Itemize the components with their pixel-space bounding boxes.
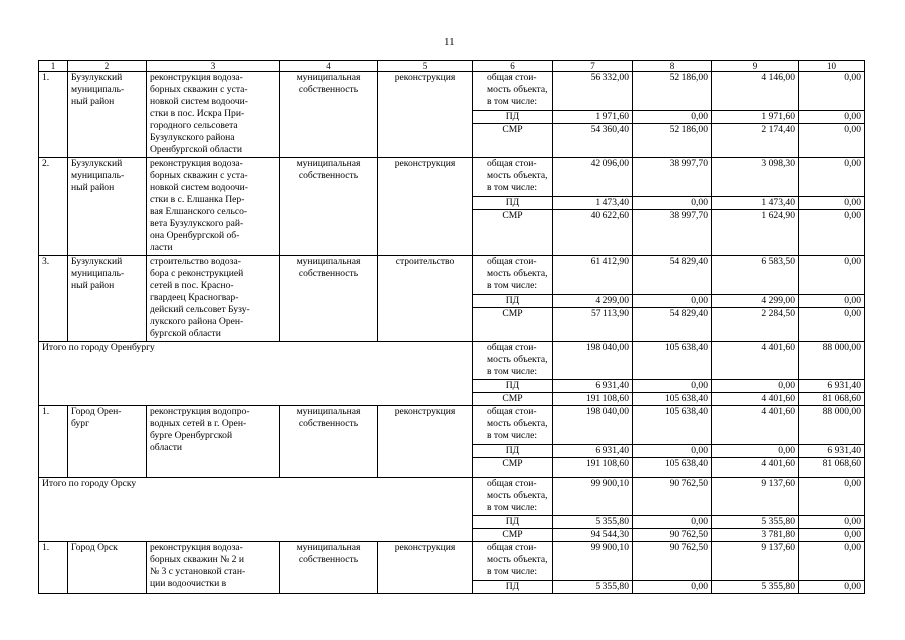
column-number: 10 [799, 61, 865, 72]
description-cell [147, 542, 280, 594]
total-label [473, 158, 553, 197]
project-row [39, 542, 865, 581]
value-cell: 81 068,60 [799, 393, 865, 406]
value-cell: 0,00 [799, 478, 865, 516]
value-cell: 1 624,90 [712, 210, 799, 256]
project-row [39, 256, 865, 295]
value-cell: 88 000,00 [799, 342, 865, 380]
value-cell: 61 412,90 [553, 256, 633, 295]
column-number: 6 [473, 61, 553, 72]
smr-label: СМР [473, 308, 553, 342]
ownership-cell [280, 72, 378, 158]
region-cell-line: бург [71, 418, 90, 429]
description-cell-line: гвардеец Красногвар- [150, 292, 239, 303]
value-cell: 54 829,40 [633, 308, 712, 342]
project-row [39, 158, 865, 197]
row-number: 1. [39, 72, 68, 158]
total-label-line: мость объекта, [487, 268, 548, 279]
value-cell: 9 137,60 [712, 478, 799, 516]
value-cell: 1 473,40 [712, 197, 799, 210]
region-cell [68, 256, 147, 342]
total-label-line: мость объекта, [487, 354, 548, 365]
pd-label: ПД [473, 295, 553, 308]
total-label [473, 342, 553, 380]
value-cell: 4 299,00 [712, 295, 799, 308]
region-cell-line: муниципаль- [71, 268, 125, 279]
ownership-cell-line: собственность [298, 84, 359, 95]
value-cell: 99 900,10 [553, 542, 633, 581]
description-cell-line: реконструкция водопро- [150, 406, 250, 417]
total-label [473, 406, 553, 445]
description-cell-line: области [150, 442, 183, 453]
value-cell: 0,00 [712, 445, 799, 458]
ownership-cell [280, 542, 378, 594]
description-cell-line: она Оренбургской об- [150, 230, 240, 241]
value-cell: 0,00 [799, 516, 865, 529]
column-number: 5 [378, 61, 473, 72]
description-cell-line: № 3 с установкой стан- [150, 566, 246, 577]
city-total-row [39, 342, 865, 380]
row-number: 1. [39, 406, 68, 478]
smr-label: СМР [473, 210, 553, 256]
project-row [39, 72, 865, 111]
pd-label: ПД [473, 380, 553, 393]
description-cell-line: новкой систем водоочи- [150, 182, 248, 193]
value-cell: 1 473,40 [553, 197, 633, 210]
value-cell: 0,00 [799, 542, 865, 581]
description-cell-line: реконструкция водоза- [150, 72, 243, 83]
total-label-line: мость объекта, [487, 490, 548, 501]
value-cell: 52 186,00 [633, 72, 712, 111]
region-cell-line: ный район [71, 280, 115, 291]
value-cell: 3 781,80 [712, 529, 799, 542]
value-cell: 90 762,50 [633, 478, 712, 516]
ownership-cell-line: муниципальная [296, 256, 361, 267]
ownership-cell-line: муниципальная [296, 406, 361, 417]
value-cell: 4 299,00 [553, 295, 633, 308]
smr-label: СМР [473, 458, 553, 478]
value-cell: 0,00 [799, 72, 865, 111]
value-cell: 40 622,60 [553, 210, 633, 256]
value-cell: 81 068,60 [799, 458, 865, 478]
page-number: 11 [444, 36, 455, 48]
description-cell-line: стки в с. Елшанка Пер- [150, 194, 245, 205]
value-cell: 5 355,80 [712, 516, 799, 529]
city-total-label: Итого по городу Орску [39, 478, 473, 542]
description-cell [147, 256, 280, 342]
value-cell: 38 997,70 [633, 210, 712, 256]
ownership-cell-line: муниципальная [296, 542, 361, 553]
ownership-cell-line: муниципальная [296, 158, 361, 169]
value-cell: 88 000,00 [799, 406, 865, 445]
value-cell: 1 971,60 [553, 111, 633, 124]
description-cell-line: вета Бузулукского рай- [150, 218, 244, 229]
value-cell: 105 638,40 [633, 342, 712, 380]
region-cell [68, 406, 147, 478]
value-cell: 4 401,60 [712, 393, 799, 406]
value-cell: 0,00 [799, 256, 865, 295]
total-label-line: в том числе: [487, 430, 538, 441]
region-cell-line: Город Орен- [71, 406, 122, 417]
smr-label: СМР [473, 529, 553, 542]
value-cell: 0,00 [633, 197, 712, 210]
region-cell-line: муниципаль- [71, 170, 125, 181]
total-label-line: мость объекта, [487, 84, 548, 95]
value-cell: 6 931,40 [553, 445, 633, 458]
pd-label: ПД [473, 445, 553, 458]
ownership-cell [280, 158, 378, 256]
region-cell-line: ный район [71, 182, 115, 193]
description-cell-line: борных скважин с уста- [150, 84, 248, 95]
total-label-line: мость объекта, [487, 170, 548, 181]
work-type-cell: реконструкция [378, 542, 473, 594]
description-cell-line: ции водоочистки в [150, 578, 227, 589]
value-cell: 90 762,50 [633, 542, 712, 581]
description-cell-line: реконструкция водоза- [150, 542, 243, 553]
description-cell-line: лукского района Орен- [150, 316, 244, 327]
total-label-line: в том числе: [487, 182, 538, 193]
total-label-line: общая стои- [487, 342, 537, 353]
value-cell: 57 113,90 [553, 308, 633, 342]
value-cell: 0,00 [799, 197, 865, 210]
value-cell: 191 108,60 [553, 393, 633, 406]
description-cell [147, 406, 280, 478]
value-cell: 0,00 [799, 529, 865, 542]
description-cell-line: борных скважин с уста- [150, 170, 248, 181]
value-cell: 0,00 [799, 308, 865, 342]
column-number: 8 [633, 61, 712, 72]
value-cell: 2 284,50 [712, 308, 799, 342]
column-number: 2 [68, 61, 147, 72]
value-cell: 4 401,60 [712, 342, 799, 380]
column-number: 4 [280, 61, 378, 72]
value-cell: 9 137,60 [712, 542, 799, 581]
total-label [473, 478, 553, 516]
total-label-line: в том числе: [487, 502, 538, 513]
description-cell-line: Бузулукского района [150, 132, 235, 143]
value-cell: 198 040,00 [553, 342, 633, 380]
total-label-line: в том числе: [487, 366, 538, 377]
column-number: 9 [712, 61, 799, 72]
region-cell-line: Бузулукский [71, 158, 123, 169]
work-type-cell: реконструкция [378, 406, 473, 478]
row-number: 1. [39, 542, 68, 594]
value-cell: 94 544,30 [553, 529, 633, 542]
description-cell-line: реконструкция водоза- [150, 158, 243, 169]
ownership-cell [280, 406, 378, 478]
description-cell-line: Оренбургской области [150, 144, 242, 155]
total-label-line: мость объекта, [487, 418, 548, 429]
value-cell: 5 355,80 [553, 516, 633, 529]
value-cell: 6 583,50 [712, 256, 799, 295]
pd-label: ПД [473, 581, 553, 594]
city-total-row [39, 478, 865, 516]
value-cell: 0,00 [799, 158, 865, 197]
value-cell: 6 931,40 [799, 445, 865, 458]
project-row [39, 406, 865, 445]
pd-label: ПД [473, 516, 553, 529]
total-label [473, 542, 553, 581]
value-cell: 191 108,60 [553, 458, 633, 478]
value-cell: 0,00 [712, 380, 799, 393]
region-cell-line: Бузулукский [71, 72, 123, 83]
description-cell-line: водных сетей в г. Орен- [150, 418, 247, 429]
column-number: 3 [147, 61, 280, 72]
total-label-line: общая стои- [487, 158, 537, 169]
ownership-cell-line: собственность [298, 268, 359, 279]
pd-label: ПД [473, 197, 553, 210]
value-cell: 0,00 [633, 445, 712, 458]
work-type-cell: реконструкция [378, 72, 473, 158]
work-type-cell: строительство [378, 256, 473, 342]
header-row [39, 61, 865, 72]
total-label-line: общая стои- [487, 478, 537, 489]
description-cell-line: новкой систем водоочи- [150, 96, 248, 107]
total-label-line: общая стои- [487, 542, 537, 553]
value-cell: 0,00 [633, 581, 712, 594]
region-cell-line: ный район [71, 96, 115, 107]
value-cell: 198 040,00 [553, 406, 633, 445]
value-cell: 54 360,40 [553, 124, 633, 158]
total-label-line: общая стои- [487, 72, 537, 83]
value-cell: 0,00 [799, 210, 865, 256]
value-cell: 54 829,40 [633, 256, 712, 295]
total-label [473, 72, 553, 111]
description-cell-line: городного сельсовета [150, 120, 238, 131]
description-cell-line: бурге Оренбургской [150, 430, 233, 441]
smr-label: СМР [473, 124, 553, 158]
smr-label: СМР [473, 393, 553, 406]
budget-table [38, 60, 865, 594]
ownership-cell-line: собственность [298, 418, 359, 429]
value-cell: 105 638,40 [633, 458, 712, 478]
region-cell-line: Бузулукский [71, 256, 123, 267]
value-cell: 99 900,10 [553, 478, 633, 516]
description-cell-line: вая Елшанского сельсо- [150, 206, 248, 217]
value-cell: 4 401,60 [712, 406, 799, 445]
value-cell: 0,00 [633, 380, 712, 393]
work-type-cell: реконструкция [378, 158, 473, 256]
city-total-label: Итого по городу Оренбургу [39, 342, 473, 406]
value-cell: 0,00 [799, 111, 865, 124]
value-cell: 4 401,60 [712, 458, 799, 478]
total-label-line: общая стои- [487, 406, 537, 417]
column-number: 1 [39, 61, 68, 72]
ownership-cell [280, 256, 378, 342]
region-cell [68, 72, 147, 158]
value-cell: 0,00 [633, 111, 712, 124]
region-cell-line: муниципаль- [71, 84, 125, 95]
value-cell: 5 355,80 [553, 581, 633, 594]
value-cell: 52 186,00 [633, 124, 712, 158]
value-cell: 4 146,00 [712, 72, 799, 111]
description-cell-line: строительство водоза- [150, 256, 241, 267]
total-label-line: мость объекта, [487, 554, 548, 565]
description-cell [147, 158, 280, 256]
value-cell: 0,00 [799, 581, 865, 594]
total-label-line: общая стои- [487, 256, 537, 267]
value-cell: 1 971,60 [712, 111, 799, 124]
value-cell: 0,00 [799, 295, 865, 308]
total-label-line: в том числе: [487, 96, 538, 107]
total-label-line: в том числе: [487, 566, 538, 577]
value-cell: 6 931,40 [799, 380, 865, 393]
value-cell: 90 762,50 [633, 529, 712, 542]
ownership-cell-line: муниципальная [296, 72, 361, 83]
row-number: 2. [39, 158, 68, 256]
region-cell-line: Город Орск [71, 542, 118, 553]
value-cell: 56 332,00 [553, 72, 633, 111]
row-number: 3. [39, 256, 68, 342]
description-cell-line: бургской области [150, 328, 221, 339]
value-cell: 0,00 [633, 295, 712, 308]
description-cell-line: борных скважин № 2 и [150, 554, 245, 565]
value-cell: 42 096,00 [553, 158, 633, 197]
region-cell [68, 158, 147, 256]
column-number: 7 [553, 61, 633, 72]
value-cell: 38 997,70 [633, 158, 712, 197]
description-cell-line: дейский сельсовет Бузу- [150, 304, 250, 315]
value-cell: 5 355,80 [712, 581, 799, 594]
description-cell [147, 72, 280, 158]
value-cell: 105 638,40 [633, 406, 712, 445]
description-cell-line: сетей в пос. Красно- [150, 280, 234, 291]
value-cell: 2 174,40 [712, 124, 799, 158]
description-cell-line: бора с реконструкцией [150, 268, 244, 279]
total-label [473, 256, 553, 295]
value-cell: 0,00 [633, 516, 712, 529]
value-cell: 6 931,40 [553, 380, 633, 393]
ownership-cell-line: собственность [298, 170, 359, 181]
description-cell-line: ласти [150, 242, 173, 253]
value-cell: 3 098,30 [712, 158, 799, 197]
region-cell [68, 542, 147, 594]
value-cell: 0,00 [799, 124, 865, 158]
description-cell-line: стки в пос. Искра При- [150, 108, 245, 119]
value-cell: 105 638,40 [633, 393, 712, 406]
pd-label: ПД [473, 111, 553, 124]
ownership-cell-line: собственность [298, 554, 359, 565]
total-label-line: в том числе: [487, 280, 538, 291]
